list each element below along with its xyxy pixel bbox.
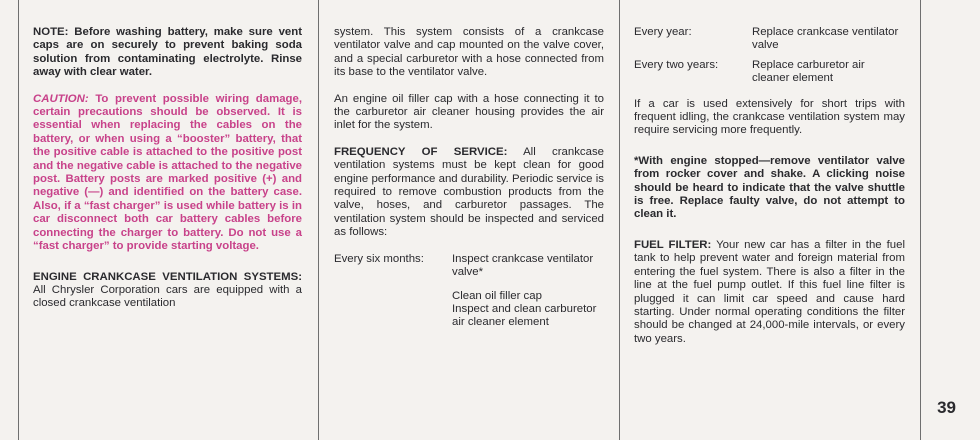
- frequency-body: All crankcase ventilation systems must be kept clean for good engine performance and durability. Periodic service is required to remove combustion products from the valve, hoses, and carburetor passages. The ventilation system should be inspected and serviced as follows:: [334, 145, 604, 239]
- column-rule-2: [619, 0, 620, 440]
- ventilation-heading: ENGINE CRANKCASE VENTILATION SYSTEMS:: [33, 270, 302, 283]
- schedule-value: Replace crankcase ventilator valve: [752, 26, 899, 52]
- six-month-schedule: [334, 253, 604, 330]
- column-rule-3: [920, 0, 921, 440]
- column-1: [33, 26, 302, 324]
- ventilation-body: All Chrysler Corporation cars are equipped with a closed crankcase ventilation: [33, 283, 302, 310]
- battery-note: NOTE: Before washing battery, make sure vent caps are on securely to prevent baking soda solution from contaminating electrolyte. Rinse away with clear water.: [33, 26, 302, 79]
- caution-body: To prevent possible wiring damage, certain precautions should be observed. It is essential when replacing the cables on the battery, or when using a “booster” battery, that the positive cable is attached to the positive post and the negative cable is attached to the negative post. Battery posts are marked positive (+) and negative (—) and identified on the battery case. Also, if a “fast charger” is used while battery is in car disconnect both car battery cables before connecting the charger to battery. Do not use a “fast charger” to provide starting voltage.: [33, 92, 302, 253]
- system-description: system. This system consists of a crankcase ventilator valve and cap mounted on the valve cover, and a special carburetor with a hose connected from its base to the ventilator valve.: [334, 26, 604, 79]
- frequency-paragraph: [334, 146, 604, 240]
- ventilation-intro: [33, 271, 302, 311]
- schedule-label: Every year:: [634, 26, 692, 38]
- column-3: [634, 26, 905, 359]
- fuel-filter-heading: FUEL FILTER:: [634, 238, 712, 251]
- fuel-filter-paragraph: [634, 239, 905, 346]
- schedule-value: Replace carburetor air cleaner element: [752, 58, 865, 85]
- caution-label: CAUTION:: [33, 92, 89, 105]
- schedule-items: [452, 253, 604, 330]
- schedule-item: Inspect and clean carburetor air cleaner element: [452, 302, 597, 329]
- annual-schedule: [634, 26, 905, 86]
- frequency-heading: FREQUENCY OF SERVICE:: [334, 145, 508, 158]
- schedule-item: Clean oil filler cap: [452, 289, 542, 302]
- filler-cap-description: An engine oil filler cap with a hose connecting it to the carburetor air cleaner housing provides the air inlet for the system.: [334, 92, 604, 132]
- fuel-filter-body: Your new car has a filter in the fuel tank to help prevent water and foreign material from entering the fuel system. There is also a filter in the line at the fuel pump outlet. If this fuel line filter is plugged it can limit car speed and cause hard starting. Under normal operating conditions the filter should be changed at 24,000-mile intervals, or every two years.: [634, 238, 905, 345]
- schedule-label: Every two years:: [634, 58, 719, 71]
- column-rule-left: [18, 0, 19, 440]
- column-2: [334, 26, 604, 338]
- column-rule-1: [318, 0, 319, 440]
- page-number: 39: [937, 398, 956, 417]
- schedule-item: Inspect crankcase ventilator valve*: [452, 252, 594, 279]
- valve-check-note: *With engine stopped—remove ventilator valve from rocker cover and shake. A clicking noise should be heard to indicate that the valve shuttle is free. Replace faulty valve, do not attempt to clean it.: [634, 154, 905, 221]
- short-trips-paragraph: If a car is used extensively for short trips with frequent idling, the crankcase ventilation system may require servicing more frequently.: [634, 97, 905, 137]
- caution-paragraph: [33, 93, 302, 254]
- schedule-label: Every six months:: [334, 252, 424, 265]
